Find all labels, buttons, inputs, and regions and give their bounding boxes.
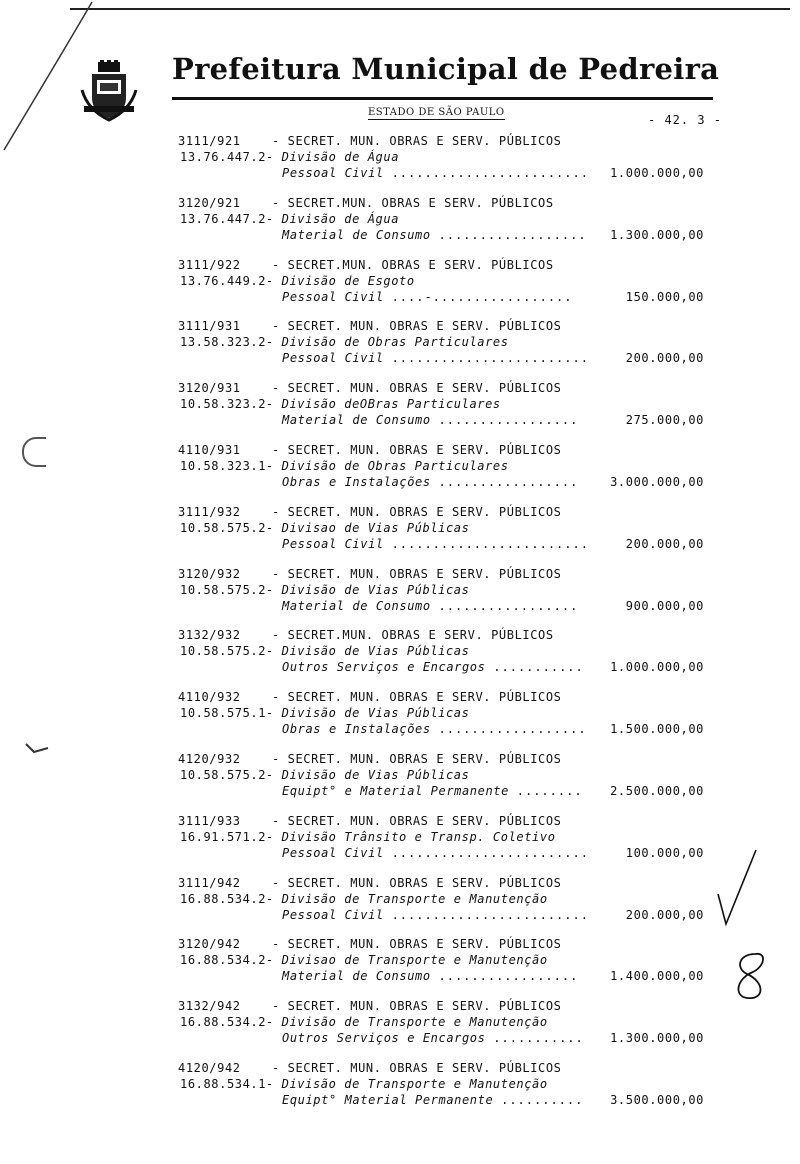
entry-divisao: - Divisão de Esgoto (266, 273, 415, 288)
entry-item (282, 290, 573, 304)
entry-divisao-text: Divisão de Transporte e Manutenção (281, 1076, 548, 1091)
entry-item-text: Material de Consumo (282, 227, 431, 242)
entry-leader-dots: ........... (493, 660, 584, 675)
entry-divisao-text: Divisão de Vias Públicas (281, 706, 470, 721)
top-border-line (70, 8, 790, 10)
entry-account-code: 3132/942 (178, 999, 241, 1014)
entry-divisao-text: Divisão de Transporte e Manutenção (281, 891, 548, 906)
entry-item (282, 846, 589, 860)
entry-divisao-text: Divisão deOBras Particulares (281, 397, 501, 412)
entry-account-code: 4120/932 (178, 751, 241, 766)
entry-divisao: - Divisao de Vias Públicas (266, 520, 470, 535)
entry-amount: 3.000.000,00 (610, 474, 704, 489)
entry-leader-dots: .................. (438, 227, 587, 242)
budget-entry (0, 319, 800, 381)
entry-amount: 150.000,00 (625, 289, 704, 304)
entry-program-code: 13.76.449.2 (180, 273, 267, 288)
entry-program-code: 16.91.571.2 (180, 829, 267, 844)
budget-entry (0, 628, 800, 690)
entry-divisao: - Divisão de Vias Públicas (266, 644, 470, 659)
entry-item-text: Pessoal Civil (282, 351, 384, 366)
entry-leader-dots: ........................ (391, 907, 589, 922)
entry-leader-dots: ........... (493, 1031, 584, 1046)
entry-account-code: 3111/933 (178, 813, 241, 828)
entry-item-text: Pessoal Civil (282, 907, 384, 922)
page-number: - 42. 3 - (648, 113, 723, 127)
entry-program-code: 10.58.575.2 (180, 767, 267, 782)
entry-divisao-text: Divisão de Transporte e Manutenção (281, 1015, 548, 1030)
entry-secretaria: - SECRET. MUN. OBRAS E SERV. PÚBLICOS (272, 751, 562, 766)
entry-program-code: 10.58.575.2 (180, 582, 267, 597)
entry-amount: 200.000,00 (625, 351, 704, 366)
entry-program-code: 16.88.534.2 (180, 953, 267, 968)
budget-entry (0, 690, 800, 752)
entry-account-code: 3111/922 (178, 257, 241, 272)
entry-amount: 1.300.000,00 (610, 1031, 704, 1046)
page-title: Prefeitura Municipal de Pedreira (172, 52, 720, 86)
entry-divisao: - Divisão de Transporte e Manutenção (266, 1015, 548, 1030)
entry-item-text: Equipt° e Material Permanente (282, 783, 509, 798)
entry-amount: 3.500.000,00 (610, 1092, 704, 1107)
entry-amount: 200.000,00 (625, 536, 704, 551)
entry-divisao-text: Divisão de Água (281, 150, 400, 164)
entry-program-code: 16.88.534.2 (180, 1015, 267, 1030)
entry-amount: 1.400.000,00 (610, 969, 704, 984)
entry-amount: 1.000.000,00 (610, 166, 704, 180)
entry-amount: 2.500.000,00 (610, 783, 704, 798)
entry-program-code: 10.58.575.2 (180, 520, 267, 535)
budget-entry (0, 814, 800, 876)
handwritten-check-mark (712, 848, 762, 928)
entry-leader-dots: .................. (438, 722, 587, 737)
entry-item (282, 351, 589, 365)
entry-item-text: Equipt° Material Permanente (282, 1092, 494, 1107)
entry-leader-dots: ................. (438, 598, 579, 613)
handwritten-eight-mark (725, 948, 775, 1004)
entry-item-text: Material de Consumo (282, 598, 431, 613)
budget-entry (0, 752, 800, 814)
entry-divisao: - Divisão de Transporte e Manutenção (266, 1076, 548, 1091)
entry-item (282, 722, 587, 736)
entry-item (282, 1031, 584, 1045)
entry-account-code: 3111/921 (178, 134, 241, 148)
entry-item (282, 969, 578, 983)
budget-entry (0, 1061, 800, 1123)
entry-divisao-text: Divisão Trânsito e Transp. Coletivo (281, 829, 556, 844)
entry-leader-dots: ........................ (391, 536, 589, 551)
budget-entry (0, 258, 800, 320)
entry-program-code: 10.58.575.2 (180, 644, 267, 659)
entry-secretaria: - SECRET. MUN. OBRAS E SERV. PÚBLICOS (272, 566, 562, 581)
budget-entry (0, 937, 800, 999)
entry-divisao: - Divisao de Transporte e Manutenção (266, 953, 548, 968)
municipal-crest-icon (80, 60, 138, 122)
entry-divisao: - Divisão de Vias Públicas (266, 706, 470, 721)
entry-account-code: 3120/932 (178, 566, 241, 581)
entry-secretaria: - SECRET. MUN. OBRAS E SERV. PÚBLICOS (272, 1060, 562, 1075)
entry-divisao-text: Divisão de Obras Particulares (281, 458, 509, 473)
entry-account-code: 4110/931 (178, 442, 241, 457)
entry-item-text: Obras e Instalações (282, 722, 431, 737)
entry-divisao-text: Divisao de Transporte e Manutenção (281, 953, 548, 968)
entry-leader-dots: ........................ (391, 166, 589, 180)
entry-divisao: - Divisão de Obras Particulares (266, 335, 509, 350)
entry-item (282, 784, 583, 798)
entry-amount: 1.000.000,00 (610, 660, 704, 675)
entry-leader-dots: ....-................. (391, 289, 573, 304)
entry-secretaria: - SECRET. MUN. OBRAS E SERV. PÚBLICOS (272, 937, 562, 952)
entry-leader-dots: ........................ (391, 845, 589, 860)
entry-divisao: - Divisão de Água (266, 150, 400, 164)
entry-leader-dots: ................. (438, 474, 579, 489)
entry-divisao-text: Divisão de Água (281, 211, 400, 226)
entry-account-code: 3120/931 (178, 381, 241, 396)
budget-entry (0, 134, 800, 196)
budget-entry (0, 443, 800, 505)
punch-hole-mark (22, 437, 46, 467)
entry-item-text: Pessoal Civil (282, 536, 384, 551)
entry-divisao: - Divisão de Vias Públicas (266, 582, 470, 597)
entry-item-text: Pessoal Civil (282, 845, 384, 860)
entry-item (282, 413, 578, 427)
entry-item (282, 660, 584, 674)
entry-secretaria: - SECRET. MUN. OBRAS E SERV. PÚBLICOS (272, 319, 562, 334)
entry-divisao: - Divisão de Transporte e Manutenção (266, 891, 548, 906)
entry-amount: 1.500.000,00 (610, 722, 704, 737)
entry-item-text: Material de Consumo (282, 969, 431, 984)
entry-item (282, 599, 578, 613)
entry-account-code: 3111/942 (178, 875, 241, 890)
entry-divisao-text: Divisão de Obras Particulares (281, 335, 509, 350)
entry-divisao-text: Divisão de Esgoto (281, 273, 415, 288)
budget-entries-list (0, 134, 800, 1123)
entry-item-text: Pessoal Civil (282, 289, 384, 304)
entry-divisao: - Divisão de Água (266, 211, 400, 226)
entry-program-code: 10.58.323.1 (180, 458, 267, 473)
budget-entry (0, 381, 800, 443)
entry-item-text: Outros Serviços e Encargos (282, 660, 486, 675)
budget-entry (0, 505, 800, 567)
entry-program-code: 13.58.323.2 (180, 335, 267, 350)
entry-secretaria: - SECRET. MUN. OBRAS E SERV. PÚBLICOS (272, 381, 562, 396)
entry-secretaria: - SECRET. MUN. OBRAS E SERV. PÚBLICOS (272, 875, 562, 890)
entry-secretaria: - SECRET. MUN. OBRAS E SERV. PÚBLICOS (272, 999, 562, 1014)
entry-account-code: 3111/932 (178, 504, 241, 519)
budget-entry (0, 196, 800, 258)
entry-amount: 100.000,00 (625, 845, 704, 860)
entry-divisao-text: Divisao de Vias Públicas (281, 520, 470, 535)
entry-amount: 275.000,00 (625, 413, 704, 428)
entry-secretaria: - SECRET. MUN. OBRAS E SERV. PÚBLICOS (272, 442, 562, 457)
entry-divisao-text: Divisão de Vias Públicas (281, 767, 470, 782)
entry-program-code: 13.76.447.2 (180, 211, 267, 226)
entry-account-code: 3111/931 (178, 319, 241, 334)
entry-program-code: 10.58.323.2 (180, 397, 267, 412)
entry-account-code: 3132/932 (178, 628, 241, 643)
entry-program-code: 16.88.534.2 (180, 891, 267, 906)
entry-program-code: 10.58.575.1 (180, 706, 267, 721)
entry-divisao-text: Divisão de Vias Públicas (281, 582, 470, 597)
entry-secretaria: - SECRET. MUN. OBRAS E SERV. PÚBLICOS (272, 690, 562, 705)
entry-item-text: Material de Consumo (282, 413, 431, 428)
entry-item (282, 1093, 583, 1107)
entry-secretaria: - SECRET. MUN. OBRAS E SERV. PÚBLICOS (272, 134, 562, 148)
entry-leader-dots: ................. (438, 969, 579, 984)
entry-secretaria: - SECRET.MUN. OBRAS E SERV. PÚBLICOS (272, 195, 554, 210)
entry-divisao: - Divisão de Obras Particulares (266, 458, 509, 473)
entry-divisao: - Divisão deOBras Particulares (266, 397, 501, 412)
entry-program-code: 16.88.534.1 (180, 1076, 267, 1091)
budget-entry (0, 567, 800, 629)
entry-account-code: 4120/942 (178, 1060, 241, 1075)
page-subtitle: ESTADO DE SÃO PAULO (368, 107, 505, 118)
margin-tick-mark (24, 736, 52, 758)
entry-amount: 1.300.000,00 (610, 227, 704, 242)
entry-secretaria: - SECRET. MUN. OBRAS E SERV. PÚBLICOS (272, 504, 562, 519)
entry-item-text: Obras e Instalações (282, 474, 431, 489)
entry-secretaria: - SECRET.MUN. OBRAS E SERV. PÚBLICOS (272, 257, 554, 272)
entry-account-code: 3120/942 (178, 937, 241, 952)
entry-item (282, 908, 589, 922)
entry-account-code: 4110/932 (178, 690, 241, 705)
title-underline (172, 97, 713, 100)
entry-item (282, 537, 589, 551)
entry-item (282, 228, 587, 242)
entry-item (282, 166, 589, 180)
entry-amount: 200.000,00 (625, 907, 704, 922)
entry-leader-dots: ........ (516, 783, 583, 798)
entry-leader-dots: .......... (501, 1092, 584, 1107)
budget-entry (0, 876, 800, 938)
entry-item (282, 475, 578, 489)
entry-account-code: 3120/921 (178, 195, 241, 210)
entry-divisao: - Divisão de Vias Públicas (266, 767, 470, 782)
entry-item-text: Pessoal Civil (282, 166, 384, 180)
entry-program-code: 13.76.447.2 (180, 150, 267, 164)
entry-item-text: Outros Serviços e Encargos (282, 1031, 486, 1046)
entry-leader-dots: ................. (438, 413, 579, 428)
entry-divisao-text: Divisão de Vias Públicas (281, 644, 470, 659)
entry-divisao: - Divisão Trânsito e Transp. Coletivo (266, 829, 556, 844)
entry-amount: 900.000,00 (625, 598, 704, 613)
entry-secretaria: - SECRET. MUN. OBRAS E SERV. PÚBLICOS (272, 813, 562, 828)
entry-leader-dots: ........................ (391, 351, 589, 366)
entry-secretaria: - SECRET.MUN. OBRAS E SERV. PÚBLICOS (272, 628, 554, 643)
budget-entry (0, 999, 800, 1061)
